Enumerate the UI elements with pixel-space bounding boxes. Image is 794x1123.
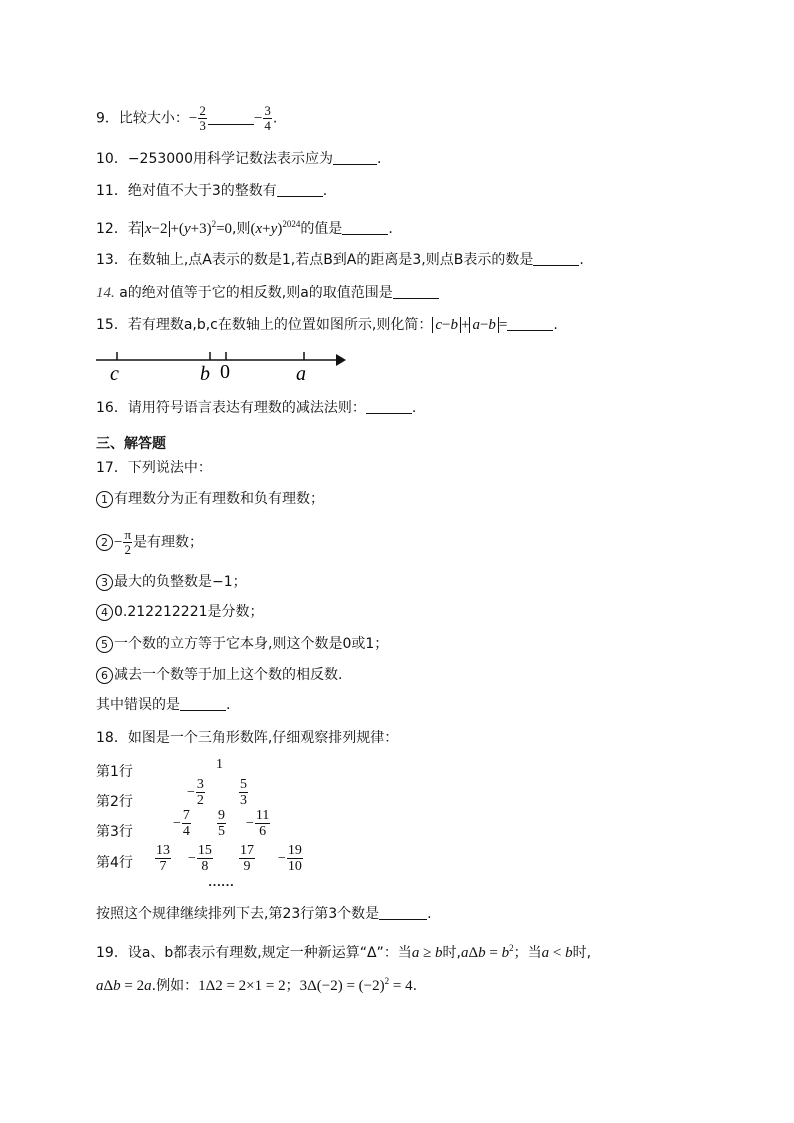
question-10: 10．−253000用科学记数法表示应为 . bbox=[96, 151, 382, 167]
circled-number: 1 bbox=[96, 491, 113, 508]
circled-number: 3 bbox=[96, 574, 113, 591]
label-0: 0 bbox=[220, 361, 230, 383]
row-label: 第4行 bbox=[96, 855, 133, 871]
question-15: 15．若有理数a,b,c在数轴上的位置如图所示,则化简： c−b + a−b = . bbox=[96, 317, 558, 333]
q17-item: 5 一个数的立方等于它本身,则这个数是0或1； bbox=[96, 635, 388, 653]
section-title: 三、解答题 bbox=[96, 436, 166, 452]
row-label: 第3行 bbox=[96, 824, 133, 840]
answer-blank[interactable] bbox=[379, 905, 427, 920]
q18-ask: 按照这个规律继续排列下去,第23行第3个数是 . bbox=[96, 906, 432, 922]
circled-number: 4 bbox=[96, 604, 113, 621]
array-cell: 1 bbox=[216, 757, 223, 772]
array-cell: − $\frac{3}{2}$ bbox=[187, 777, 204, 808]
answer-blank[interactable] bbox=[533, 251, 579, 266]
array-cell: − $\frac{11}{6}$ bbox=[246, 808, 270, 839]
q17-item: 3 最大的负整数是−1； bbox=[96, 573, 247, 591]
ellipsis: …… bbox=[208, 874, 234, 889]
fraction: $\frac{2}{3}$ bbox=[199, 103, 206, 133]
q9-prefix: 9．比较大小： bbox=[96, 110, 189, 127]
answer-blank[interactable] bbox=[333, 150, 377, 165]
answer-blank[interactable] bbox=[366, 399, 412, 414]
circled-number: 6 bbox=[96, 667, 113, 684]
array-cell: $\frac{13}{7}$ bbox=[156, 843, 170, 874]
question-14: 14. a的绝对值等于它的相反数,则a的取值范围是 bbox=[96, 284, 439, 302]
array-cell: − $\frac{15}{8}$ bbox=[188, 843, 212, 874]
question-16: 16．请用符号语言表达有理数的减法法则： . bbox=[96, 400, 417, 416]
label-b: b bbox=[200, 363, 210, 384]
q17-item: 2 − $\frac{\pi}{2}$ 是有理数； bbox=[96, 528, 203, 557]
question-12: 12．若 $x-2 +(y+3)^2=0$,则$(x+y)^{2024}$的值是 . bbox=[96, 219, 393, 237]
array-cell: − $\frac{19}{10}$ bbox=[278, 843, 302, 874]
label-c: c bbox=[110, 363, 119, 384]
answer-blank[interactable] bbox=[507, 316, 553, 331]
question-13: 13．在数轴上,点A表示的数是1,若点B到A的距离是3,则点B表示的数是 . bbox=[96, 252, 584, 268]
label-a: a bbox=[296, 363, 306, 384]
question-9: 9．比较大小：− $\frac{2}{3}$ − $\frac{3}{4}$ . bbox=[96, 103, 278, 133]
row-label: 第2行 bbox=[96, 794, 133, 810]
answer-blank[interactable] bbox=[393, 284, 439, 299]
array-cell: $\frac{17}{9}$ bbox=[240, 843, 254, 874]
array-cell: $\frac{9}{5}$ bbox=[218, 808, 225, 839]
q17-item: 1 有理数分为正有理数和负有理数； bbox=[96, 490, 324, 508]
array-cell: − $\frac{7}{4}$ bbox=[173, 808, 190, 839]
number-line bbox=[92, 344, 352, 384]
circled-number: 5 bbox=[96, 636, 113, 653]
q17-item: 4 0.212212221是分数； bbox=[96, 603, 264, 621]
q17-item: 6 减去一个数等于加上这个数的相反数. bbox=[96, 666, 342, 684]
row-label: 第1行 bbox=[96, 764, 133, 780]
answer-blank[interactable] bbox=[180, 696, 226, 711]
circled-number: 2 bbox=[96, 534, 113, 551]
question-19: 19．设a、b都表示有理数,规定一种新运算“Δ”：当a ≥ b时$,a\Delta b = b^2$；当a < b时, bbox=[96, 943, 592, 961]
fraction: $\frac{3}{4}$ bbox=[264, 103, 271, 133]
array-cell: $\frac{5}{3}$ bbox=[240, 777, 247, 808]
answer-blank[interactable] bbox=[342, 220, 388, 235]
question-18: 18．如图是一个三角形数阵,仔细观察排列规律： bbox=[96, 730, 399, 746]
question-17: 17．下列说法中： bbox=[96, 460, 212, 476]
question-11: 11．绝对值不大于3的整数有 . bbox=[96, 183, 328, 199]
q17-ask: 其中错误的是 . bbox=[96, 697, 231, 713]
fraction: $\frac{\pi}{2}$ bbox=[124, 527, 132, 557]
question-19-line2: aΔb = 2a.例如：1Δ2 = 2×1 = 2；$3\Delta(-2) = (-2)^2 = 4$. bbox=[96, 976, 418, 994]
answer-blank[interactable] bbox=[277, 182, 323, 197]
answer-blank[interactable] bbox=[208, 110, 254, 125]
axis-arrow bbox=[336, 354, 346, 366]
